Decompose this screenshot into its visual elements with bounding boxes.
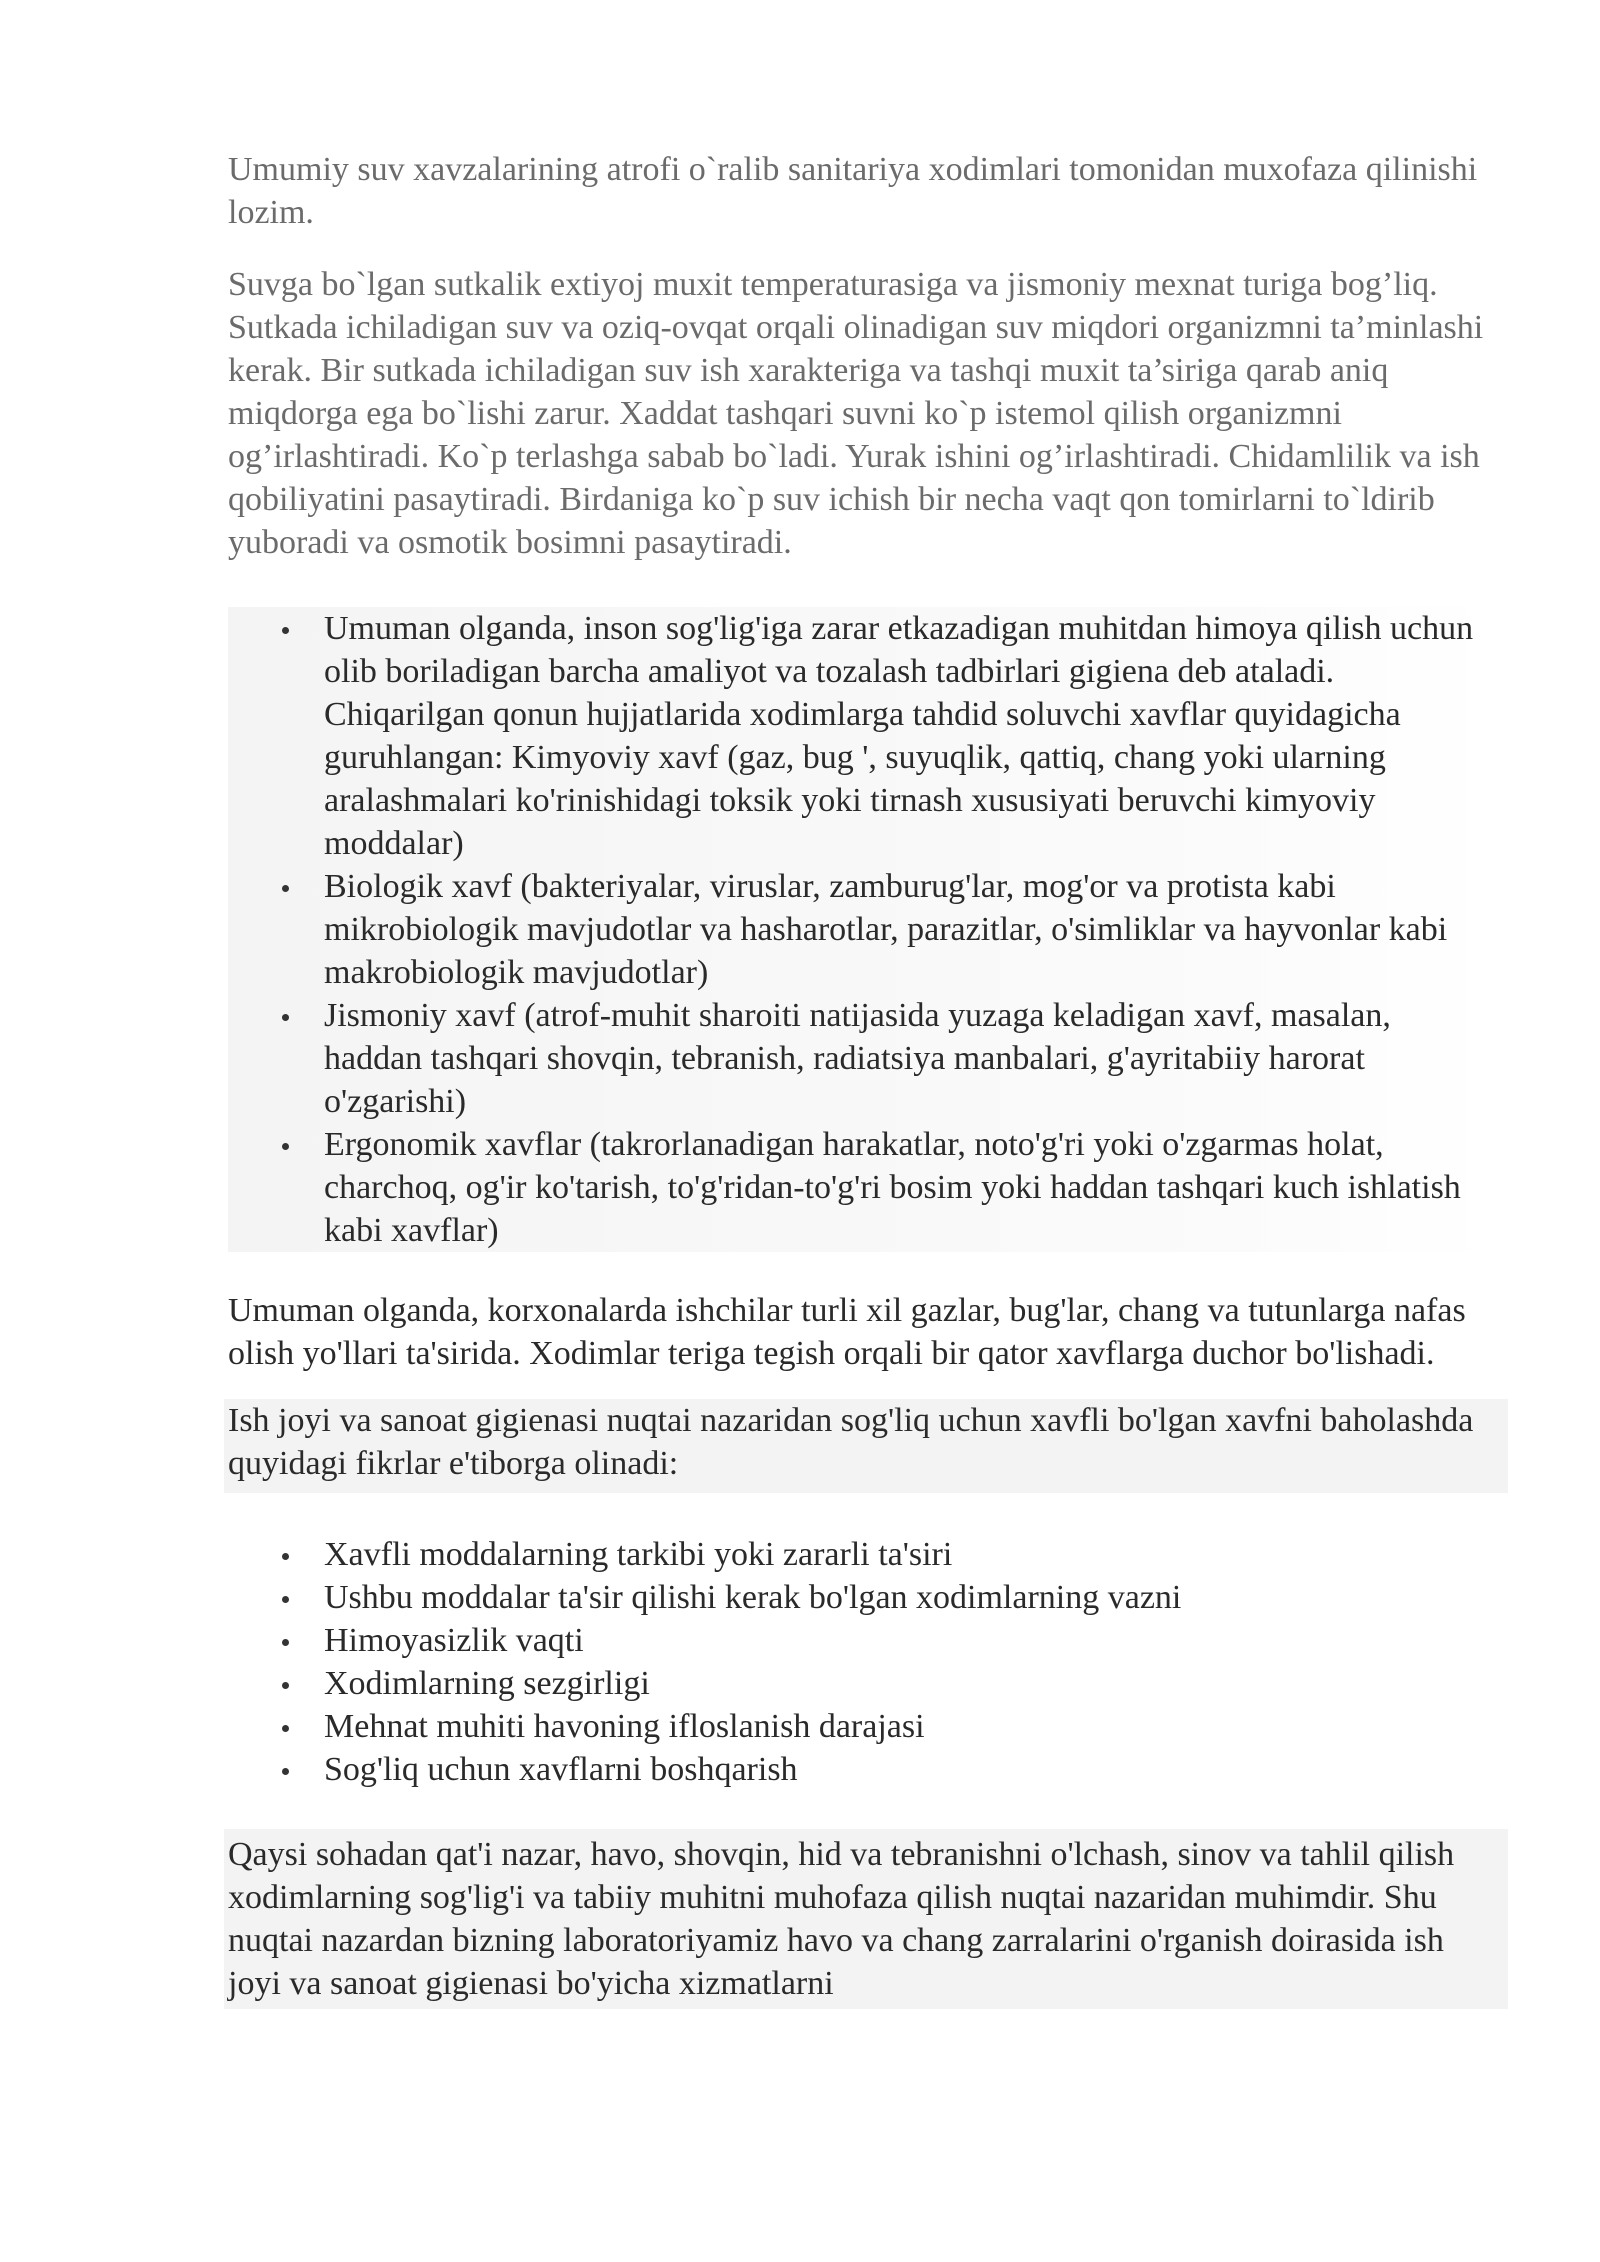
paragraph-water-reservoir-protection: Umumiy suv xavzalarining atrofi o`ralib sanitariya xodimlari tomonidan muxofaza qilinishi lozim. xyxy=(228,151,1478,231)
paragraph-risk-assessment-intro: Ish joyi va sanoat gigienasi nuqtai nazaridan sog'liq uchun xavfli bo'lgan xavfni baholashda quyidagi fikrlar e'tiborga olinadi: xyxy=(224,1399,1508,1493)
paragraph-laboratory-services: Qaysi sohadan qat'i nazar, havo, shovqin, hid va tebranishni o'lchash, sinov va tahlil qilish xodimlarning sog'lig'i va tabiiy muhitni muhofaza qilish nuqtai nazaridan muhimdir. Shu nuqtai nazardan bizning laboratoriyamiz havo va chang zarralarini o'rganish doirasida ish joyi va sanoat gigienasi bo'yicha xizmatlarni xyxy=(224,1829,1508,2009)
document-body xyxy=(228,148,1490,2009)
paragraph-daily-water-need: Suvga bo`lgan sutkalik extiyoj muxit temperaturasiga va jismoniy mexnat turiga bog’liq. Sutkada ichiladigan suv va oziq-ovqat orqali olinadigan suv miqdori organizmni ta’minlashi kerak. Bir sutkada ichiladigan suv ish xarakteriga va tashqi muxit ta’siriga qarab aniq miqdorga ega bo`lishi zarur. Xaddat tashqari suvni ko`p istemol qilish organizmni og’irlashtiradi. Ko`p terlashga sabab bo`ladi. Yurak ishini og’irlashtiradi. Chidamlilik va ish qobiliyatini pasaytiradi. Birdaniga ko`p suv ichish bir necha vaqt qon tomirlarni to`ldirib yuboradi va osmotik bosimni pasaytiradi. xyxy=(228,266,1484,561)
list-item: Xavfli moddalarning tarkibi yoki zararli ta'siri xyxy=(324,1533,1490,1576)
list-item: Sog'liq uchun xavflarni boshqarish xyxy=(324,1748,1490,1791)
list-item: Umuman olganda, inson sog'lig'iga zarar etkazadigan muhitdan himoya qilish uchun olib boriladigan barcha amaliyot va tozalash tadbirlari gigiena deb ataladi. Chiqarilgan qonun hujjatlarida xodimlarga tahdid soluvchi xavflar quyidagicha guruhlangan: Kimyoviy xavf (gaz, bug ', suyuqlik, qattiq, chang yoki ularning aralashmalari ko'rinishidagi toksik yoki tirnash xususiyati beruvchi kimyoviy moddalar) xyxy=(324,607,1490,865)
hazard-types-list xyxy=(228,607,1490,1252)
assessment-factors-list xyxy=(228,1533,1490,1791)
list-item: Jismoniy xavf (atrof-muhit sharoiti natijasida yuzaga keladigan xavf, masalan, haddan tashqari shovqin, tebranish, radiatsiya manbalari, g'ayritabiiy harorat o'zgarishi) xyxy=(324,994,1490,1123)
paragraph-workplace-exposure: Umuman olganda, korxonalarda ishchilar turli xil gazlar, bug'lar, chang va tutunlarga nafas olish yo'llari ta'sirida. Xodimlar teriga tegish orqali bir qator xavflarga duchor bo'lishadi. xyxy=(228,1292,1466,1372)
list-item: Biologik xavf (bakteriyalar, viruslar, zamburug'lar, mog'or va protista kabi mikrobiologik mavjudotlar va hasharotlar, parazitlar, o'simliklar va hayvonlar kabi makrobiologik mavjudotlar) xyxy=(324,865,1490,994)
list-item: Ergonomik xavflar (takrorlanadigan harakatlar, noto'g'ri yoki o'zgarmas holat, charchoq, og'ir ko'tarish, to'g'ridan-to'g'ri bosim yoki haddan tashqari kuch ishlatish kabi xavflar) xyxy=(324,1123,1490,1252)
list-item: Himoyasizlik vaqti xyxy=(324,1619,1490,1662)
list-item: Mehnat muhiti havoning ifloslanish darajasi xyxy=(324,1705,1490,1748)
list-item: Ushbu moddalar ta'sir qilishi kerak bo'lgan xodimlarning vazni xyxy=(324,1576,1490,1619)
list-item: Xodimlarning sezgirligi xyxy=(324,1662,1490,1705)
